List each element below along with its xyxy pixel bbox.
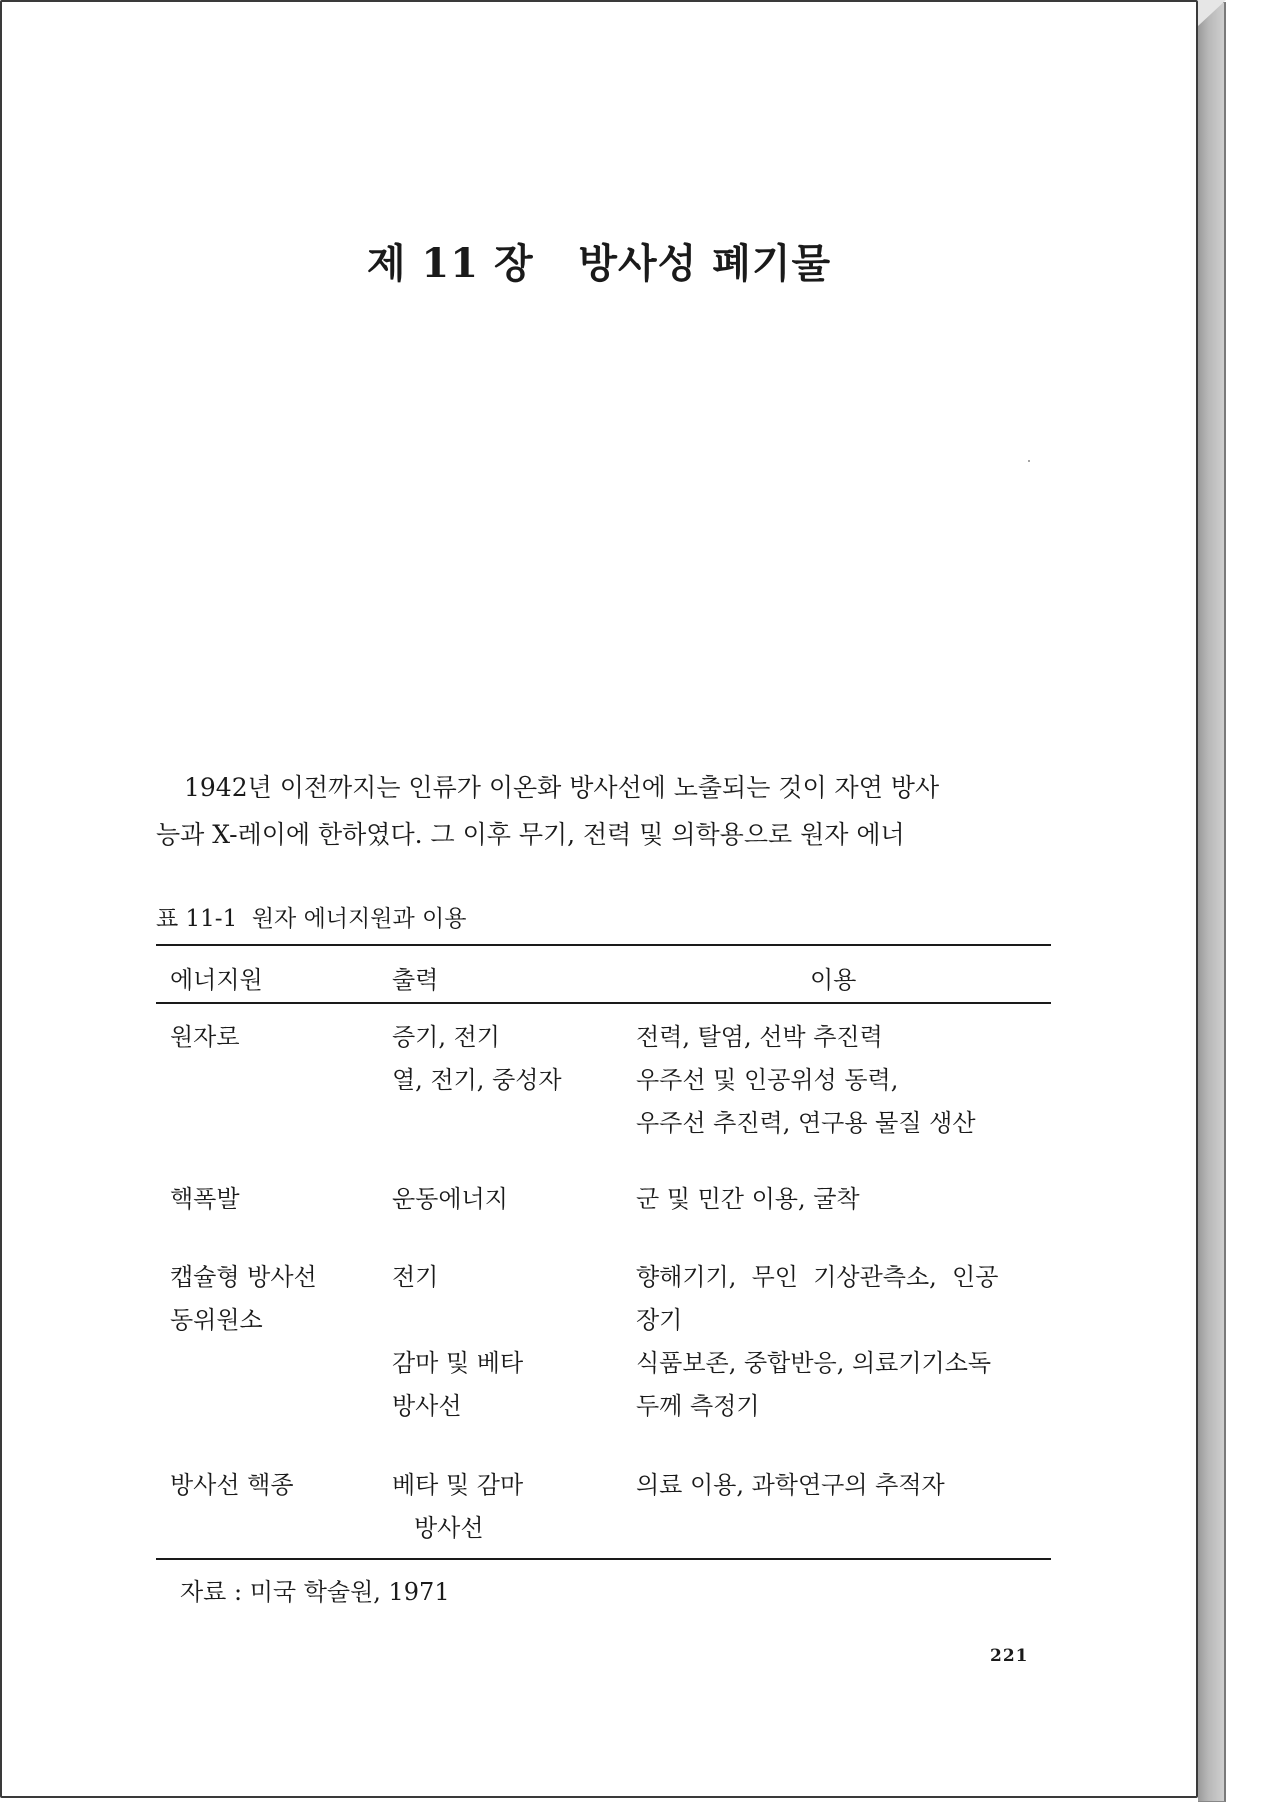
page-edge-shadow <box>1198 2 1226 1802</box>
table-row-output: 전기 감마 및 베타 방사선 <box>392 1263 524 1420</box>
table-row-source: 원자로 <box>170 1023 240 1051</box>
table-row-source: 캡슐형 방사선 동위원소 <box>170 1263 317 1334</box>
table-source-note: 자료 : 미국 학술원, 1971 <box>180 1578 450 1606</box>
table-header-use: 이용 <box>810 966 857 994</box>
paragraph-line: 능과 X-레이에 한하였다. 그 이후 무기, 전력 및 의학용으로 원자 에너 <box>156 820 905 849</box>
body-paragraph <box>156 764 1046 858</box>
scan-speck <box>1028 460 1030 462</box>
table-row-output: 운동에너지 <box>392 1185 508 1213</box>
table-row-use: 군 및 민간 이용, 굴착 <box>636 1185 860 1213</box>
table-row-source: 핵폭발 <box>170 1185 240 1213</box>
table-header-rule <box>156 1002 1051 1004</box>
table-row-output: 베타 및 감마 방사선 <box>392 1471 524 1542</box>
page-number: 221 <box>990 1646 1029 1666</box>
page-edge-corner <box>1198 0 1226 26</box>
chapter-title: 제 11 장 방사성 폐기물 <box>366 240 832 287</box>
table-top-rule <box>156 944 1051 946</box>
table-row-use: 의료 이용, 과학연구의 추적자 <box>636 1471 945 1499</box>
table-header-output: 출력 <box>392 966 439 994</box>
table-caption: 표 11-1 원자 에너지원과 이용 <box>156 906 467 932</box>
table-row-source: 방사선 핵종 <box>170 1471 294 1499</box>
table-row-use: 전력, 탈염, 선박 추진력 우주선 및 인공위성 동력, 우주선 추진력, 연구용 물질 생산 <box>636 1023 976 1137</box>
table-bottom-rule <box>156 1558 1051 1560</box>
table-row-output: 증기, 전기 열, 전기, 중성자 <box>392 1023 562 1094</box>
paragraph-line: 1942년 이전까지는 인류가 이온화 방사선에 노출되는 것이 자연 방사 <box>184 773 940 802</box>
table-row-use: 향해기기, 무인 기상관측소, 인공 장기 식품보존, 중합반응, 의료기기소독 두께 측정기 <box>636 1263 999 1420</box>
table-header-source: 에너지원 <box>170 966 263 994</box>
